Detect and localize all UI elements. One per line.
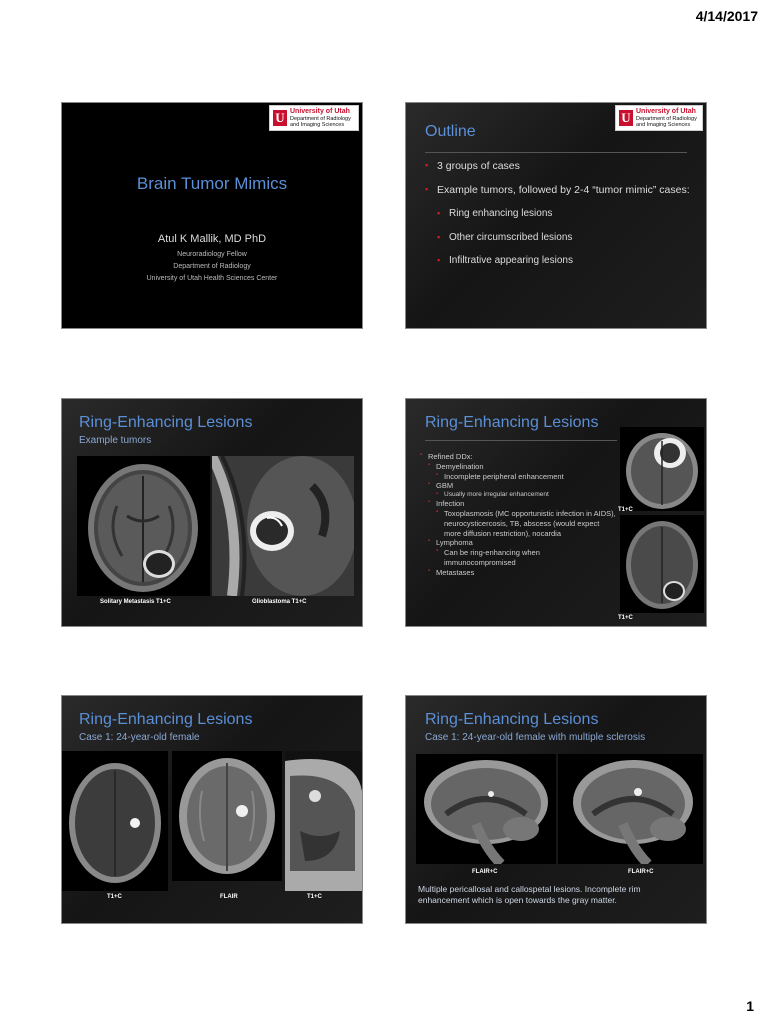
slide-example-tumors (61, 398, 363, 627)
ddx-item: ▪ Refined DDx: (420, 452, 620, 462)
slide-title-text: Brain Tumor Mimics (136, 174, 288, 193)
outline-item: ▪ 3 groups of cases (425, 159, 690, 173)
image-caption: Solitary Metastasis T1+C (100, 599, 171, 605)
university-logo: U University of Utah Department of Radiology and Imaging Sciences (269, 105, 359, 131)
image-caption: Glioblastoma T1+C (252, 599, 307, 605)
outline-subitem: ▪ Ring enhancing lesions (437, 207, 690, 221)
author-role: Neuroradiology Fellow (177, 251, 247, 258)
slide-refined-ddx (405, 398, 707, 627)
page-date: 4/14/2017 (695, 8, 758, 24)
slide-heading: Ring-Enhancing Lesions (79, 711, 253, 728)
image-caption: T1+C (107, 894, 122, 900)
slide-case1-ms (405, 695, 707, 924)
mri-axial-t1c-image (62, 751, 168, 891)
author-name: Atul K Mallik, MD PhD (157, 233, 267, 245)
university-logo: U University of Utah Department of Radiology and Imaging Sciences (615, 105, 703, 131)
image-caption: FLAIR+C (628, 869, 654, 875)
u-logo-icon: U (619, 110, 633, 126)
divider (425, 152, 687, 153)
mri-sagittal-flair-image (558, 754, 703, 864)
outline-subitem: ▪ Infiltrative appearing lesions (437, 254, 690, 268)
divider (425, 440, 617, 441)
ddx-item: ▪ Incomplete peripheral enhancement (436, 472, 620, 482)
slide-case1 (61, 695, 363, 924)
mri-sagittal-flair-image (416, 754, 556, 864)
ddx-item: ▪ Usually more irregular enhancement (436, 491, 620, 499)
slide-heading: Outline (425, 123, 476, 140)
ddx-item: ▪ Infection (428, 499, 620, 509)
ddx-item: ▪ Demyelination (428, 462, 620, 472)
slide-subheading: Case 1: 24-year-old female with multiple sclerosis (425, 732, 646, 743)
slide-caption-text: Multiple pericallosal and callospetal lesions. Incomplete rim enhancement which is open towards the gray matter. (418, 884, 641, 906)
mri-axial-gbm-image (620, 427, 704, 511)
slide-heading: Ring-Enhancing Lesions (79, 414, 253, 431)
mri-axial-flair-image (172, 751, 282, 881)
image-caption: T1+C (618, 507, 633, 513)
slide-title (61, 102, 363, 329)
image-caption: FLAIR (220, 894, 238, 900)
slide-subheading: Case 1: 24-year-old female (79, 732, 200, 743)
outline-item: ▪ Example tumors, followed by 2-4 “tumor mimic” cases: (425, 183, 690, 197)
ddx-item: ▪ Lymphoma (428, 538, 620, 548)
slide-heading: Ring-Enhancing Lesions (425, 414, 599, 431)
image-caption: T1+C (618, 615, 633, 621)
mri-axial-glioblastoma-image (212, 456, 354, 596)
ddx-item: ▪ Can be ring-enhancing when immunocompromised (436, 548, 584, 568)
author-inst: University of Utah Health Sciences Center (146, 275, 278, 282)
image-caption: T1+C (307, 894, 322, 900)
u-logo-icon: U (273, 110, 287, 126)
ddx-item: ▪ GBM (428, 481, 620, 491)
mri-coronal-t1c-image (285, 751, 362, 891)
slide-outline (405, 102, 707, 329)
author-dept: Department of Radiology (173, 263, 251, 270)
image-caption: FLAIR+C (472, 869, 498, 875)
mri-axial-metastasis-image (77, 456, 210, 596)
outline-subitem: ▪ Other circumscribed lesions (437, 231, 690, 245)
ddx-item: ▪ Toxoplasmosis (MC opportunistic infection in AIDS), neurocysticercosis, TB, abscess (would expect more diffusion restriction), nocardia (436, 509, 616, 538)
slide-heading: Ring-Enhancing Lesions (425, 711, 599, 728)
page-number: 1 (746, 998, 754, 1014)
slide-subheading: Example tumors (79, 435, 152, 446)
ddx-item: ▪ Metastases (428, 568, 620, 578)
mri-axial-metastasis-image (620, 515, 704, 613)
